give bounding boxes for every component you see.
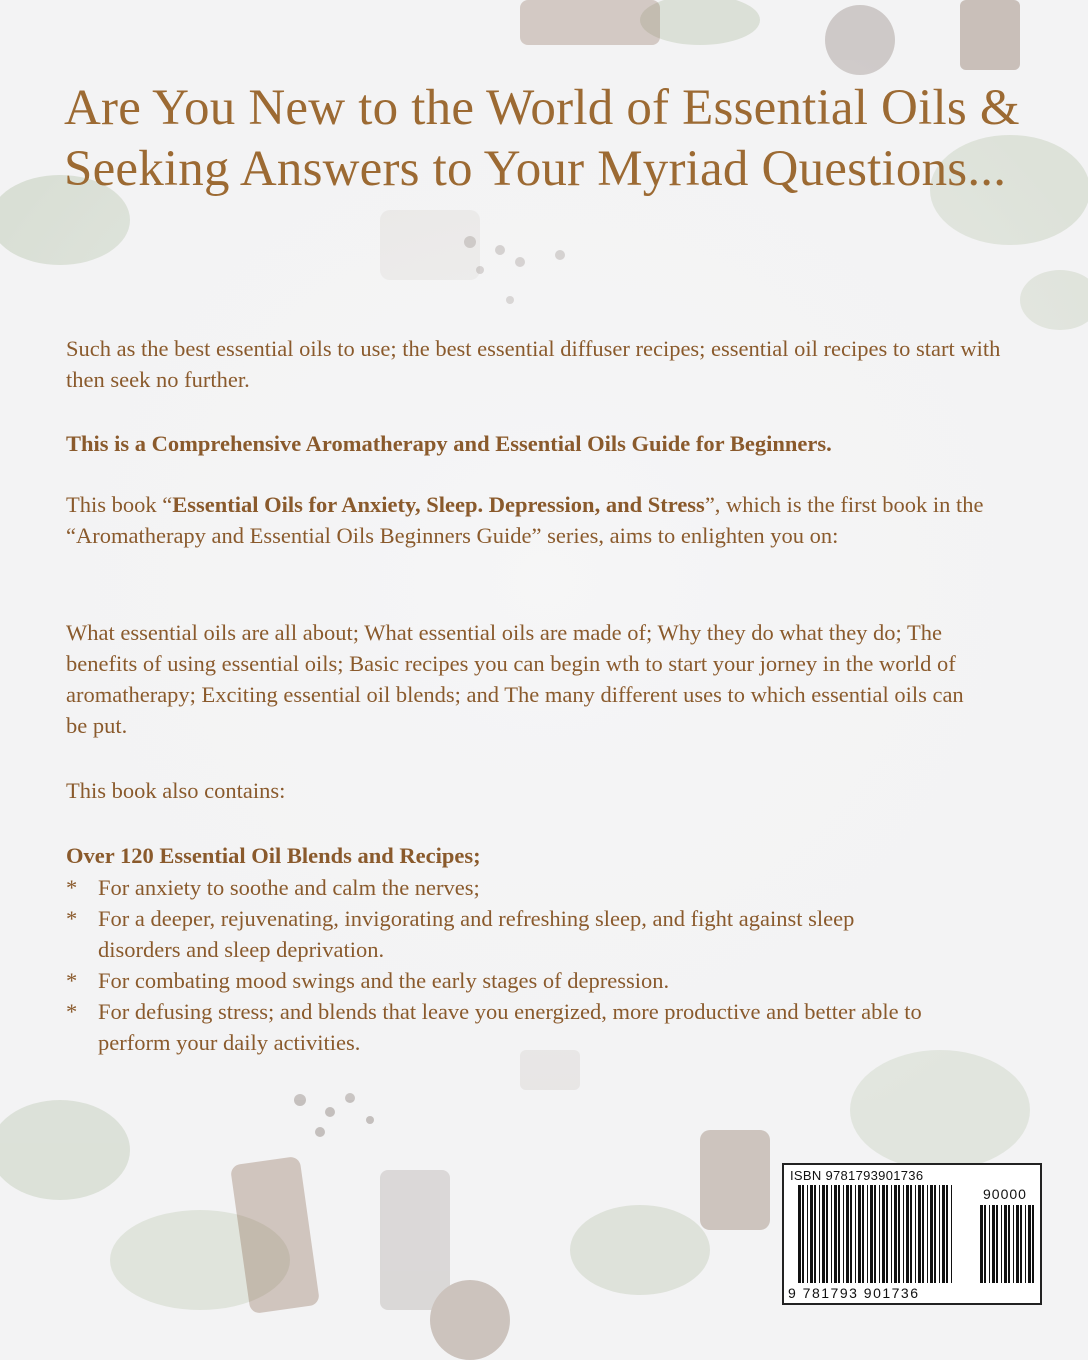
isbn-barcode bbox=[782, 1163, 1042, 1305]
bullet: * bbox=[66, 906, 78, 931]
list-item: * For combating mood swings and the early stages of depression. bbox=[66, 965, 1026, 996]
isbn-digits: 9 781793 901736 bbox=[788, 1285, 920, 1301]
price-code: 90000 bbox=[983, 1186, 1027, 1202]
blends-heading: Over 120 Essential Oil Blends and Recipes; bbox=[66, 843, 481, 868]
bullet: * bbox=[66, 968, 78, 993]
list-item: * For anxiety to soothe and calm the nerves; bbox=[66, 872, 1026, 903]
blends-list bbox=[66, 872, 1026, 1058]
book-title: Essential Oils for Anxiety, Sleep. Depression, and Stress bbox=[172, 492, 705, 517]
guide-statement: This is a Comprehensive Aromatherapy and Essential Oils Guide for Beginners. bbox=[66, 431, 832, 456]
contains-intro: This book also contains: bbox=[66, 778, 286, 803]
bullet: * bbox=[66, 999, 78, 1024]
intro-paragraph: Such as the best essential oils to use; the best essential diffuser recipes; essential oil recipes to start with then seek no further. bbox=[66, 336, 1001, 392]
book-paragraph bbox=[66, 489, 1016, 551]
barcode-bars bbox=[784, 1165, 1040, 1303]
topics-paragraph: What essential oils are all about; What essential oils are made of; Why they do what they do; The benefits of using essential oils; Basic recipes you can begin wth to start your jorney in the world of aromatherapy; Exciting essential oil blends; and The many different uses to which essential oils can be put. bbox=[66, 620, 964, 738]
book-paragraph-prefix: This book “ bbox=[66, 492, 173, 517]
list-item: * For a deeper, rejuvenating, invigorating and refreshing sleep, and fight against sleep disorders and sleep deprivation. bbox=[66, 903, 928, 965]
isbn-label: ISBN 9781793901736 bbox=[790, 1168, 924, 1183]
book-paragraph-suffix: ”, which is the first book in the “Aromatherapy and Essential Oils Beginners Guide” series, aims to enlighten you on: bbox=[66, 492, 984, 548]
list-item: * For defusing stress; and blends that leave you energized, more productive and better able to perform your daily activities. bbox=[66, 996, 993, 1058]
bullet: * bbox=[66, 875, 78, 900]
headline: Are You New to the World of Essential Oils & Seeking Answers to Your Myriad Questions... bbox=[64, 80, 1020, 197]
